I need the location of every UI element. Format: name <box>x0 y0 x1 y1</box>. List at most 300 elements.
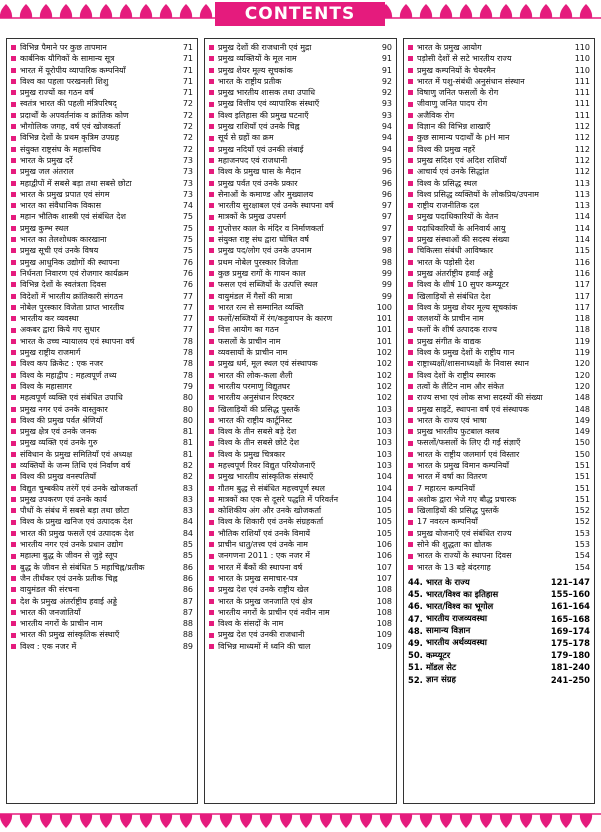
entry-title: भारत के प्रमुख समाचार-पत्र <box>218 573 298 583</box>
square-bullet-icon <box>11 248 16 253</box>
square-bullet-icon <box>209 147 214 152</box>
square-bullet-icon <box>11 215 16 220</box>
entry-title: भारत का संवैधानिक विकास <box>20 201 102 211</box>
entry-page-number: 111 <box>574 76 590 86</box>
entry-title: 7 महारत्न कम्पनियाँ <box>417 483 475 493</box>
contents-entry <box>205 53 396 64</box>
contents-entry <box>7 505 197 516</box>
entry-page-number: 108 <box>376 619 392 629</box>
square-bullet-icon <box>11 339 16 344</box>
entry-page-number: 118 <box>574 325 590 335</box>
entry-page-number: 151 <box>574 460 590 470</box>
contents-entry <box>404 505 594 516</box>
contents-entry <box>404 234 594 245</box>
contents-entry <box>205 313 396 324</box>
contents-entry <box>404 347 594 358</box>
entry-page-number: 112 <box>574 144 590 154</box>
entry-page-number: 152 <box>574 506 590 516</box>
contents-entry <box>7 144 197 155</box>
contents-entry <box>7 426 197 437</box>
entry-title: भारत के प्रमुख जनजाति एवं क्षेत्र <box>218 596 313 606</box>
section-number: 46. <box>408 601 423 612</box>
entry-page-number: 73 <box>182 178 193 188</box>
square-bullet-icon <box>11 486 16 491</box>
square-bullet-icon <box>11 542 16 547</box>
square-bullet-icon <box>408 497 413 502</box>
square-bullet-icon <box>209 136 214 141</box>
contents-entry <box>205 370 396 381</box>
entry-page-number: 108 <box>376 596 392 606</box>
entry-title: भारतीय नगरों के प्राचीन नाम <box>20 619 103 629</box>
square-bullet-icon <box>209 316 214 321</box>
entry-page-number: 78 <box>182 370 193 380</box>
entry-title: प्रमुख कुम्भ स्थल <box>20 223 69 233</box>
square-bullet-icon <box>209 429 214 434</box>
entry-page-number: 91 <box>381 65 392 75</box>
contents-entry <box>205 324 396 335</box>
entry-page-number: 120 <box>574 370 590 380</box>
entry-title: पौधों के संबंध में सबसे बड़ा तथा छोटा <box>20 506 130 516</box>
contents-entry <box>404 155 594 166</box>
entry-page-number: 73 <box>182 155 193 165</box>
contents-entry <box>404 65 594 76</box>
entry-page-number: 103 <box>376 449 392 459</box>
entry-page-number: 105 <box>376 506 392 516</box>
entry-page-number: 148 <box>574 393 590 403</box>
entry-title: अकबर द्वारा किये गए सुधार <box>20 325 100 335</box>
entry-title: भारत के प्रमुख प्रपात एवं संगम <box>20 189 110 199</box>
entry-page-number: 150 <box>574 438 590 448</box>
section-title: भारतीय राजव्यवस्था <box>426 613 487 624</box>
square-bullet-icon <box>209 328 214 333</box>
square-bullet-icon <box>209 282 214 287</box>
contents-entry <box>404 460 594 471</box>
entry-page-number: 110 <box>574 43 590 52</box>
square-bullet-icon <box>11 497 16 502</box>
entry-page-number: 71 <box>182 43 193 52</box>
leaf-ornament-icon <box>420 4 432 18</box>
entry-title: प्रमुख योजनाएँ एवं संबंधित राज्य <box>417 528 512 538</box>
section-page-range: 181–240 <box>550 662 590 673</box>
entry-page-number: 103 <box>376 438 392 448</box>
square-bullet-icon <box>408 102 413 107</box>
entry-page-number: 77 <box>182 291 193 301</box>
square-bullet-icon <box>408 429 413 434</box>
entry-page-number: 149 <box>574 427 590 437</box>
entry-page-number: 81 <box>182 438 193 448</box>
square-bullet-icon <box>209 113 214 118</box>
entry-title: विश्व के तीन सबसे छोटे देश <box>218 438 300 448</box>
entry-page-number: 96 <box>381 189 392 199</box>
entry-title: प्रमुख कम्पनियों के चेयरमैन <box>417 65 496 75</box>
contents-entry <box>205 302 396 313</box>
contents-entry <box>404 178 594 189</box>
square-bullet-icon <box>408 226 413 231</box>
entry-title: सेनाओं के कमाण्ड और मुख्यालय <box>218 189 314 199</box>
square-bullet-icon <box>209 56 214 61</box>
entry-title: जीवाणु जनित पादप रोग <box>417 99 488 109</box>
square-bullet-icon <box>408 158 413 163</box>
contents-entry <box>205 494 396 505</box>
contents-entry <box>404 471 594 482</box>
entry-title: भारत के प्रमुख आयोग <box>417 43 482 52</box>
entry-title: प्रमुख जल अंतराल <box>20 167 74 177</box>
square-bullet-icon <box>11 181 16 186</box>
entry-page-number: 103 <box>376 427 392 437</box>
square-bullet-icon <box>209 565 214 570</box>
section-title: ज्ञान संग्रह <box>426 674 456 685</box>
contents-entry <box>404 166 594 177</box>
square-bullet-icon <box>408 147 413 152</box>
contents-entry <box>205 426 396 437</box>
section-title: भारतीय अर्थव्यवस्था <box>426 637 487 648</box>
section-number: 49. <box>408 637 423 648</box>
square-bullet-icon <box>11 474 16 479</box>
entry-page-number: 93 <box>381 99 392 109</box>
contents-entry <box>205 584 396 595</box>
contents-entry <box>404 516 594 527</box>
square-bullet-icon <box>209 441 214 446</box>
entry-title: विश्व की प्रमुख नहरें <box>417 144 476 154</box>
leaf-ornament-icon <box>500 814 512 828</box>
contents-entry <box>7 42 197 53</box>
entry-page-number: 112 <box>574 133 590 143</box>
section-number: 45. <box>408 589 423 600</box>
square-bullet-icon <box>408 418 413 423</box>
contents-entry <box>7 437 197 448</box>
contents-entry <box>7 189 197 200</box>
leaf-ornament-icon <box>500 4 512 18</box>
entry-title: प्रमुख धर्म, मूल स्थल एवं संस्थापक <box>218 359 318 369</box>
contents-entry <box>7 53 197 64</box>
entry-page-number: 87 <box>182 607 193 617</box>
entry-title: प्रमुख भारतीय शासक तथा उपाधि <box>218 88 316 98</box>
square-bullet-icon <box>11 305 16 310</box>
contents-entry <box>205 268 396 279</box>
contents-entry <box>404 302 594 313</box>
square-bullet-icon <box>408 316 413 321</box>
contents-entry <box>7 618 197 629</box>
leaf-ornament-icon <box>120 814 132 828</box>
square-bullet-icon <box>408 237 413 242</box>
contents-entry <box>7 291 197 302</box>
entry-title: प्रमुख उपकरण एवं उनके कार्य <box>20 494 107 504</box>
contents-entry <box>7 562 197 573</box>
leaf-ornament-icon <box>540 814 552 828</box>
square-bullet-icon <box>209 373 214 378</box>
entry-page-number: 119 <box>574 336 590 346</box>
contents-entry <box>205 245 396 256</box>
page-title: CONTENTS <box>215 2 385 26</box>
contents-entry <box>404 200 594 211</box>
square-bullet-icon <box>11 79 16 84</box>
square-bullet-icon <box>209 633 214 638</box>
entry-title: राष्ट्राध्यक्षों/शासनाध्यक्षों के निवास स्थान <box>417 359 529 369</box>
contents-entry <box>404 449 594 460</box>
entry-page-number: 77 <box>182 325 193 335</box>
contents-entry <box>205 279 396 290</box>
entry-title: विश्व के प्रमुख चित्रकार <box>218 449 286 459</box>
contents-entry <box>7 98 197 109</box>
entry-page-number: 117 <box>574 280 590 290</box>
contents-entry <box>7 550 197 561</box>
square-bullet-icon <box>408 90 413 95</box>
contents-entry <box>7 347 197 358</box>
square-bullet-icon <box>209 497 214 502</box>
contents-entry <box>7 245 197 256</box>
entry-title: फसल एवं सब्जियों के उत्पत्ति स्थल <box>218 280 318 290</box>
contents-entry <box>404 279 594 290</box>
contents-entry <box>404 98 594 109</box>
entry-title: प्राचीन धातु/तत्त्व एवं उनके नाम <box>218 540 308 550</box>
square-bullet-icon <box>209 531 214 536</box>
entry-page-number: 90 <box>381 43 392 52</box>
entry-title: महाजनपद एवं राजधानी <box>218 155 288 165</box>
entry-title: 17 नवरत्न कम्पनियाँ <box>417 517 478 527</box>
entry-page-number: 109 <box>376 630 392 640</box>
entry-page-number: 104 <box>376 483 392 493</box>
entry-title: संविधान के प्रमुख समितियाँ एवं अध्यक्ष <box>20 449 133 459</box>
entry-page-number: 77 <box>182 302 193 312</box>
entry-title: भारत में वर्षा का वितरण <box>417 472 487 482</box>
entry-page-number: 96 <box>381 178 392 188</box>
entry-title: महत्वपूर्ण व्यक्ति एवं संबंधित उपाधि <box>20 393 123 403</box>
leaf-ornament-icon <box>160 814 172 828</box>
square-bullet-icon <box>209 90 214 95</box>
entry-page-number: 84 <box>182 517 193 527</box>
entry-title: भारत के उच्च न्यायालय एवं स्थापना वर्ष <box>20 336 135 346</box>
leaf-ornament-icon <box>60 814 72 828</box>
entry-title: भारत की प्रमुख सांस्कृतिक संस्थाएँ <box>20 630 120 640</box>
contents-entry <box>205 573 396 584</box>
entry-page-number: 107 <box>376 562 392 572</box>
square-bullet-icon <box>11 282 16 287</box>
contents-entry <box>205 211 396 222</box>
square-bullet-icon <box>209 599 214 604</box>
entry-page-number: 86 <box>182 585 193 595</box>
entry-title: विश्व देशों के राष्ट्रीय स्मारक <box>417 370 496 380</box>
leaf-ornament-icon <box>480 4 492 18</box>
section-number: 50. <box>408 650 423 661</box>
entry-page-number: 105 <box>376 528 392 538</box>
square-bullet-icon <box>11 373 16 378</box>
contents-entry <box>205 460 396 471</box>
contents-entry <box>7 370 197 381</box>
entry-page-number: 73 <box>182 167 193 177</box>
square-bullet-icon <box>11 576 16 581</box>
square-bullet-icon <box>11 113 16 118</box>
entry-page-number: 92 <box>381 88 392 98</box>
section-page-range: 161–164 <box>550 601 590 612</box>
entry-title: भारत में बैंकों की स्थापना वर्ष <box>218 562 303 572</box>
square-bullet-icon <box>11 554 16 559</box>
contents-entry <box>205 132 396 143</box>
entry-title: भारत के पड़ोसी देश <box>417 257 475 267</box>
contents-entry <box>205 618 396 629</box>
square-bullet-icon <box>408 474 413 479</box>
entry-page-number: 76 <box>182 268 193 278</box>
contents-entry <box>205 257 396 268</box>
square-bullet-icon <box>11 418 16 423</box>
entry-page-number: 113 <box>574 189 590 199</box>
contents-entry <box>404 539 594 550</box>
square-bullet-icon <box>408 407 413 412</box>
leaf-ornament-icon <box>80 814 92 828</box>
entry-page-number: 113 <box>574 178 590 188</box>
entry-title: प्रमुख पद/लोग एवं उनके उपनाम <box>218 246 312 256</box>
square-bullet-icon <box>209 384 214 389</box>
entry-title: व्यवसायों के प्राचीन नाम <box>218 348 288 358</box>
leaf-ornament-icon <box>200 814 212 828</box>
leaf-ornament-icon <box>180 4 192 18</box>
leaf-ornament-icon <box>440 4 452 18</box>
section-number: 44. <box>408 577 423 588</box>
contents-entry <box>205 336 396 347</box>
entry-title: महत्त्वपूर्ण रिवर विद्युत परियोजनाएँ <box>218 460 316 470</box>
entry-title: विषाणु जनित फसलों के रोग <box>417 88 499 98</box>
entry-page-number: 71 <box>182 65 193 75</box>
leaf-ornament-icon <box>340 814 352 828</box>
square-bullet-icon <box>209 486 214 491</box>
contents-entry <box>7 279 197 290</box>
entry-title: विश्व के शिकारी एवं उनके संग्रहकर्ता <box>218 517 324 527</box>
entry-page-number: 109 <box>376 641 392 651</box>
entry-page-number: 103 <box>376 404 392 414</box>
contents-entry <box>404 121 594 132</box>
square-bullet-icon <box>209 169 214 174</box>
contents-entry <box>205 629 396 640</box>
contents-entry <box>205 516 396 527</box>
entry-title: व्यक्तियों के जन्म तिथि एवं निर्वाण वर्ष <box>20 460 131 470</box>
contents-entry <box>7 539 197 550</box>
square-bullet-icon <box>209 576 214 581</box>
square-bullet-icon <box>11 90 16 95</box>
square-bullet-icon <box>209 587 214 592</box>
entry-title: भारत का तेलशोधक कारखाना <box>20 235 107 245</box>
square-bullet-icon <box>11 169 16 174</box>
square-bullet-icon <box>408 486 413 491</box>
entry-page-number: 102 <box>376 359 392 369</box>
section-page-range: 165–168 <box>550 613 590 624</box>
square-bullet-icon <box>11 68 16 73</box>
section-entry <box>404 588 594 600</box>
entry-title: प्रमुख नगर एवं उनके वास्तुकार <box>20 404 108 414</box>
section-title: भारत के राज्य <box>426 576 470 587</box>
contents-entry <box>205 166 396 177</box>
entry-page-number: 106 <box>376 540 392 550</box>
square-bullet-icon <box>209 79 214 84</box>
entry-page-number: 105 <box>376 517 392 527</box>
square-bullet-icon <box>11 192 16 197</box>
entry-page-number: 77 <box>182 314 193 324</box>
entry-title: प्रमुख भारतीय फुटबाल क्लब <box>417 427 500 437</box>
leaf-ornament-icon <box>20 4 32 18</box>
section-page-range: 121–147 <box>550 577 590 588</box>
square-bullet-icon <box>408 350 413 355</box>
square-bullet-icon <box>11 429 16 434</box>
entry-page-number: 72 <box>182 110 193 120</box>
entry-title: नोबेल पुरस्कार विजेता प्राप्त भारतीय <box>20 302 125 312</box>
entry-page-number: 73 <box>182 189 193 199</box>
leaf-ornament-icon <box>100 4 112 18</box>
entry-page-number: 116 <box>574 268 590 278</box>
square-bullet-icon <box>11 407 16 412</box>
square-bullet-icon <box>11 621 16 626</box>
square-bullet-icon <box>11 395 16 400</box>
square-bullet-icon <box>408 248 413 253</box>
entry-title: प्रमुख संस्थाओं की सदस्य संख्या <box>417 235 510 245</box>
entry-page-number: 117 <box>574 302 590 312</box>
entry-page-number: 72 <box>182 144 193 154</box>
entry-title: मात्रकों के प्रमुख उपसर्ग <box>218 212 286 222</box>
contents-entry <box>205 223 396 234</box>
contents-entry <box>7 629 197 640</box>
square-bullet-icon <box>209 474 214 479</box>
entry-title: विश्व की प्रमुख वनस्पतियाँ <box>20 472 96 482</box>
entry-page-number: 108 <box>376 585 392 595</box>
section-title: भारत/विश्व का भूगोल <box>426 600 494 611</box>
contents-entry <box>205 200 396 211</box>
leaf-ornament-icon <box>280 814 292 828</box>
entry-title: भारत के राज्यों के स्थापना दिवस <box>417 551 512 561</box>
leaf-ornament-icon <box>80 4 92 18</box>
square-bullet-icon <box>11 350 16 355</box>
contents-entry <box>404 415 594 426</box>
square-bullet-icon <box>209 644 214 649</box>
leaf-border-bottom <box>0 806 601 832</box>
entry-page-number: 79 <box>182 381 193 391</box>
square-bullet-icon <box>209 508 214 513</box>
entry-title: भारतीय नगर एवं उनके प्रधान उद्योग <box>20 540 123 550</box>
contents-entry <box>404 381 594 392</box>
contents-entry <box>7 449 197 460</box>
square-bullet-icon <box>408 452 413 457</box>
entry-page-number: 71 <box>182 88 193 98</box>
section-entry <box>404 625 594 637</box>
leaf-ornament-icon <box>520 4 532 18</box>
entry-title: भौगोलिक जगह, वर्ष एवं खोजकर्ता <box>20 122 121 132</box>
contents-entry <box>7 166 197 177</box>
contents-entry <box>205 76 396 87</box>
entry-page-number: 80 <box>182 393 193 403</box>
entry-title: महान भौतिक शास्त्री एवं संबंधित देश <box>20 212 126 222</box>
entry-page-number: 78 <box>182 336 193 346</box>
square-bullet-icon <box>209 361 214 366</box>
leaf-ornament-icon <box>0 4 12 18</box>
entry-page-number: 118 <box>574 314 590 324</box>
square-bullet-icon <box>408 169 413 174</box>
entry-page-number: 97 <box>381 223 392 233</box>
square-bullet-icon <box>11 136 16 141</box>
square-bullet-icon <box>209 621 214 626</box>
contents-entry <box>205 189 396 200</box>
contents-entry <box>205 42 396 53</box>
square-bullet-icon <box>209 294 214 299</box>
entry-page-number: 111 <box>574 88 590 98</box>
leaf-ornament-icon <box>160 4 172 18</box>
contents-entry <box>7 528 197 539</box>
entry-title: विभिन्न देशों के प्रथम कृत्रिम उपग्रह <box>20 133 119 143</box>
square-bullet-icon <box>11 452 16 457</box>
square-bullet-icon <box>209 192 214 197</box>
leaf-ornament-icon <box>260 814 272 828</box>
entry-title: प्रमुख क्षेत्र एवं उनके जनक <box>20 427 97 437</box>
contents-entry <box>404 358 594 369</box>
entry-title: विज्ञान की विभिन्न शाखाएँ <box>417 122 491 132</box>
square-bullet-icon <box>11 316 16 321</box>
leaf-ornament-icon <box>200 4 212 18</box>
square-bullet-icon <box>209 102 214 107</box>
